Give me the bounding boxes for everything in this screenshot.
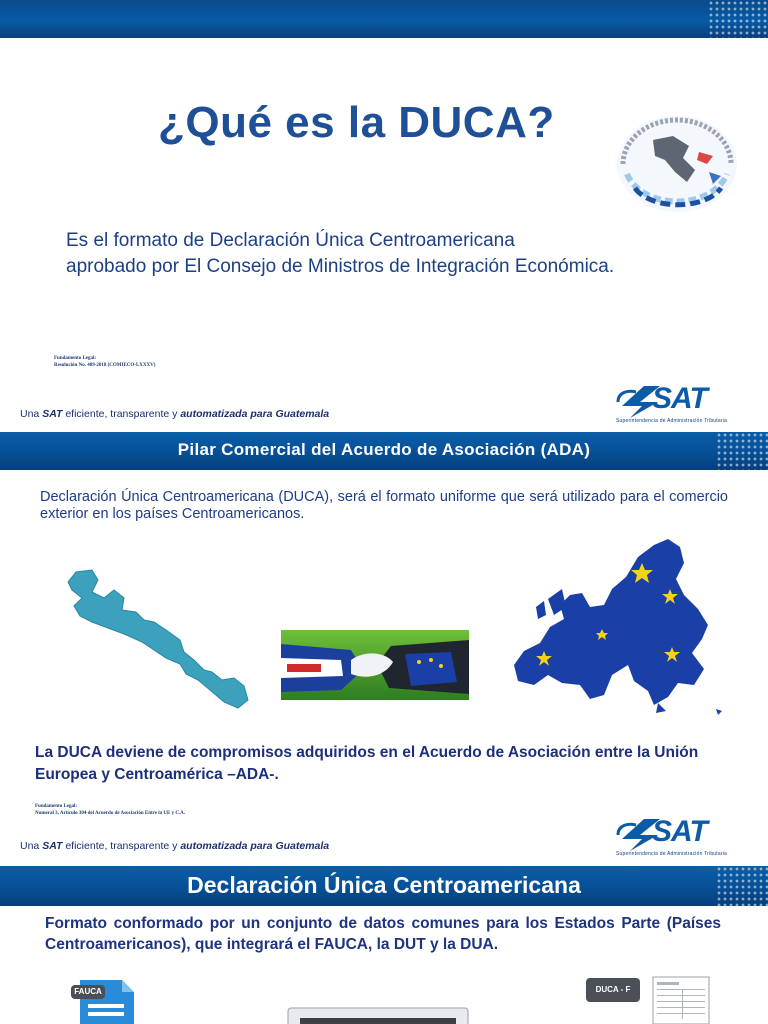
legal-basis-text: Resolución No. 409-2018 (COMIECO-LXXXV) (54, 363, 156, 368)
duca-uniform-format-text: Declaración Única Centroamericana (DUCA), será el formato uniforme que será utilizado para el comercio exterior en los países Centroamericanos. (40, 489, 728, 522)
banner-duca (0, 866, 768, 906)
dot-pattern (716, 432, 768, 470)
comieco-emblem-icon (613, 112, 741, 216)
tagline-mid: eficiente, transparente y (62, 840, 181, 852)
sat-tagline (20, 408, 329, 420)
tagline-start: Una (20, 408, 43, 420)
sat-tagline (20, 840, 329, 852)
tagline-start: Una (20, 840, 43, 852)
definition-line-1: Es el formato de Declaración Única Centroamericana (66, 230, 515, 251)
duca-definition (66, 228, 726, 280)
tagline-sat: SAT (42, 840, 63, 852)
tagline-mid: eficiente, transparente y (62, 408, 181, 420)
duca-form-thumbnail (652, 976, 710, 1024)
sat-logo-word: SAT (652, 382, 707, 415)
european-union-map (508, 535, 730, 717)
sat-logo (614, 817, 754, 859)
legal-basis-label: Fundamento Legal: (35, 804, 78, 809)
central-america-map (62, 568, 252, 714)
top-banner (0, 0, 768, 38)
dot-pattern (708, 0, 768, 38)
definition-line-2: aprobado por El Consejo de Ministros de Integración Económica. (66, 256, 615, 277)
tagline-end: automatizada para Guatemala (180, 408, 330, 420)
legal-basis-text: Numeral 3, Artículo 304 del Acuerdo de Asociación Entre la UE y C.A. (35, 811, 186, 816)
duca-ada-commitment: La DUCA deviene de compromisos adquiridos en el Acuerdo de Asociación entre la Unión Europea y Centroamérica –ADA-. (35, 744, 699, 783)
sat-logo (614, 384, 754, 426)
slide-que-es-duca (0, 0, 768, 432)
sat-logo-word: SAT (652, 815, 707, 848)
dot-pattern (716, 866, 768, 906)
tagline-sat: SAT (42, 408, 63, 420)
banner-duca-title: Declaración Única Centroamericana (187, 872, 581, 898)
sat-logo-subtitle: Superintendencia de Administración Tributaria (616, 418, 728, 424)
duca-composition-text: Formato conformado por un conjunto de datos comunes para los Estados Parte (Países Centroamericanos), que integrará el FAUCA, la DUT y la DUA. (45, 915, 721, 953)
legal-basis-note (54, 355, 155, 369)
sat-logo-subtitle: Superintendencia de Administración Tributaria (616, 851, 728, 857)
duca-f-chip: DUCA - F (586, 978, 640, 1002)
handshake-flags-image (281, 630, 469, 700)
document-stack-icon (286, 1004, 470, 1024)
fauca-document-icon (70, 976, 138, 1024)
legal-basis-note-ada (35, 803, 185, 817)
legal-basis-label: Fundamento Legal: (54, 356, 97, 361)
page-title: ¿Qué es la DUCA? (158, 98, 555, 147)
tagline-end: automatizada para Guatemala (180, 840, 330, 852)
banner-ada (0, 432, 768, 470)
fauca-chip: FAUCA (71, 985, 105, 999)
banner-ada-title: Pilar Comercial del Acuerdo de Asociación (ADA) (177, 440, 591, 459)
